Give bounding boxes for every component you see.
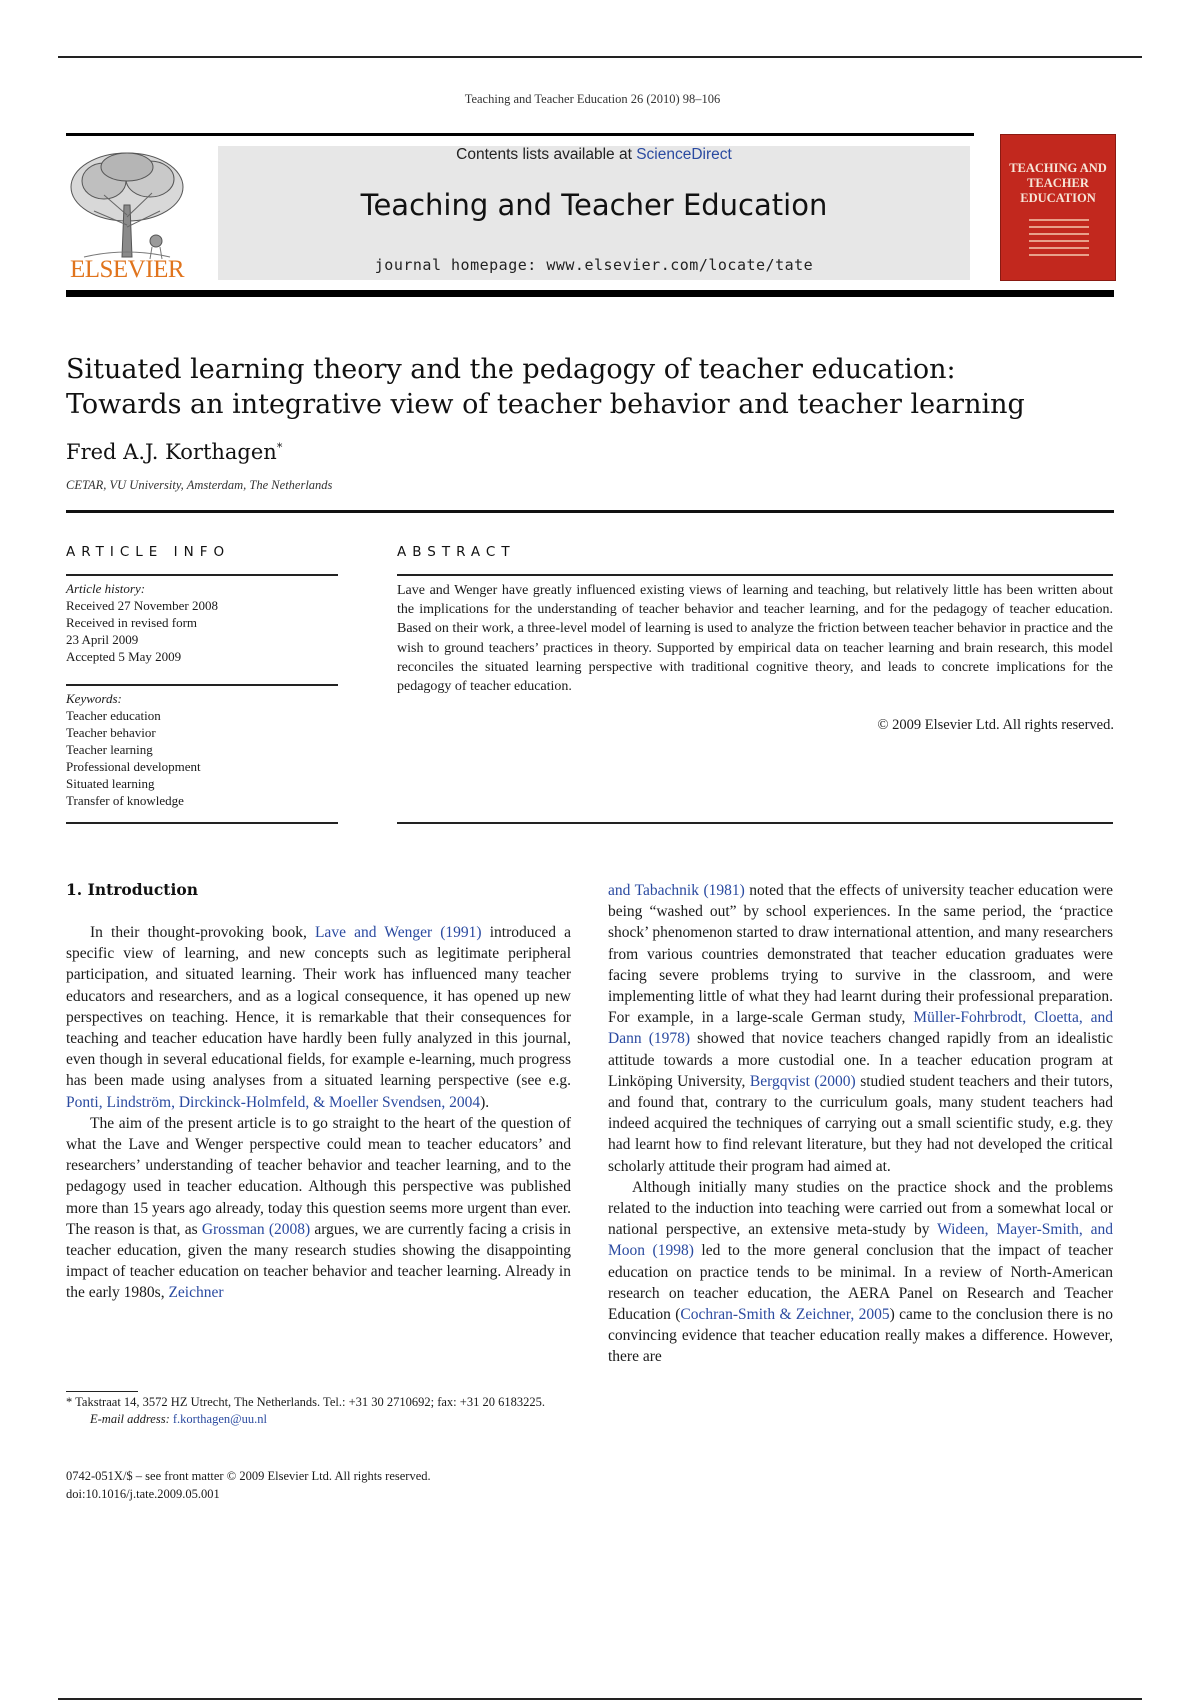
text-run: led to the more general conclusion that the impact of teacher education on practice tends to be minimal. In a review of North-American research on teacher education, the AERA Panel on Research and Teacher Education ( (608, 1242, 1114, 1324)
article-info-bottom-rule (66, 822, 338, 824)
abstract-rule (397, 574, 1113, 576)
text-run: Although initially many studies on the practice shock and the problems related to the induction into teaching were carried out from a somewhat local or national perspective, an extensive meta-study by (608, 1178, 1113, 1239)
top-rule (58, 56, 1142, 58)
keyword: Professional development (66, 759, 201, 774)
author-affiliation: CETAR, VU University, Amsterdam, The Netherlands (66, 478, 333, 492)
email-link[interactable]: f.korthagen@uu.nl (172, 1412, 268, 1426)
abstract-copyright: © 2009 Elsevier Ltd. All rights reserved. (877, 717, 1114, 733)
keyword: Teacher behavior (66, 725, 156, 740)
keywords-rule (66, 684, 338, 686)
text-run: ) came to the conclusion there is no convincing evidence that teacher education really makes a difference. However, there are (608, 1306, 1113, 1366)
history-label: Article history: (66, 581, 146, 596)
history-line: Received in revised form (66, 615, 198, 630)
article-history (66, 580, 218, 665)
author-name-text: Fred A.J. Korthagen (66, 440, 277, 464)
keyword: Teacher learning (66, 742, 153, 757)
paragraph (66, 1113, 571, 1304)
history-line: 23 April 2009 (66, 632, 139, 647)
article-info-heading: ARTICLE INFO (66, 544, 231, 560)
keyword: Situated learning (66, 776, 155, 791)
journal-title: Teaching and Teacher Education (360, 188, 828, 222)
cover-decoration (1029, 219, 1089, 261)
abstract-bottom-rule (397, 822, 1113, 824)
citation-link[interactable]: Lave and Wenger (1991) (314, 924, 482, 941)
citation-link[interactable]: Grossman (2008) (201, 1220, 311, 1238)
citation-link[interactable]: and Tabachnik (1981) (608, 882, 745, 899)
keywords-list (66, 690, 201, 809)
body-column-left (66, 922, 571, 1304)
citation-link[interactable]: Zeichner (168, 1284, 224, 1302)
text-run: noted that the effects of university teacher education were being “washed out” by school experiences. In the same period, the ‘practice shock’ phenomenon started to draw international attention, and many researchers from various countries demonstrated that teacher education graduates were facing severe problems trying to survive in the classroom, and were implementing little of what they had learnt during their professional preparation. For example, in a large-scale German study, (608, 882, 1113, 1027)
citation-link[interactable]: Wideen, Mayer-Smith, and Moon (1998) (608, 1221, 1113, 1260)
sciencedirect-link[interactable]: ScienceDirect (636, 146, 732, 163)
text-run: introduced a specific view of learning, and new concepts such as legitimate peripheral participation, and situated learning. Their work has influenced many teacher educators and researchers, and as a logical consequence, it has opened up new perspectives on teaching. Hence, it is remarkable that their consequences for teaching and teacher education have hardly been fully analyzed in this journal, even though in several educational fields, for example e-learning, much progress has been made using analyses from a situated learning perspective (see e.g. (66, 924, 572, 1090)
abstract-text: Lave and Wenger have greatly influenced existing views of learning and teaching, but relatively little has been written about the implications for the understanding of teacher behavior and teacher learning, and for the pedagogy of teacher education. Based on their work, a three-level model of learning is used to analyze the friction between teacher behavior in practice and the wish to ground teachers’ practices in theory. Supported by empirical data on teacher learning and brain research, this model reconciles the situated learning perspective with traditional cognitive theory, and leads to concrete implications for the pedagogy of teacher education. (397, 583, 1113, 695)
keyword: Transfer of knowledge (66, 793, 184, 808)
footnote-address-text: Takstraat 14, 3572 HZ Utrecht, The Netherlands. Tel.: +31 30 2710692; fax: +31 20 6183225. (75, 1395, 545, 1409)
contents-line (218, 146, 970, 164)
contents-prefix: Contents lists available at (456, 146, 637, 163)
footnote-rule (66, 1391, 138, 1392)
keywords-label: Keywords: (66, 691, 122, 706)
paragraph (66, 922, 571, 1113)
text-run: showed that novice teachers changed rapidly from an idealistic attitude towards a more custodial one. In a teacher education program at Linköping University, (608, 1030, 1113, 1090)
journal-banner (218, 146, 970, 280)
header-rule-bottom (66, 290, 1114, 297)
abstract-heading: ABSTRACT (397, 544, 516, 560)
citation-link[interactable]: Müller-Fohrbrodt, Cloetta, and Dann (1978) (608, 1009, 1113, 1048)
footnote-mark: * (66, 1395, 73, 1409)
text-run: argues, we are currently facing a crisis in teacher education, given the many research studies showing the disappointing impact of teacher education on teacher behavior and teacher learning. Already in the early 1980s, (66, 1220, 571, 1302)
article-title: Situated learning theory and the pedagogy of teacher education: Towards an integrative view of teacher behavior and teacher learning (66, 354, 1025, 420)
keyword: Teacher education (66, 708, 161, 723)
journal-cover-image (1000, 134, 1116, 281)
journal-citation: Teaching and Teacher Education 26 (2010) 98–106 (464, 92, 721, 106)
citation-link[interactable]: Bergqvist (2000) (749, 1072, 856, 1090)
title-rule (66, 510, 1114, 513)
journal-homepage-link[interactable]: journal homepage: www.elsevier.com/locate/tate (374, 256, 814, 274)
front-matter (66, 1467, 431, 1503)
footnote-address (66, 1394, 571, 1411)
text-run: studied student teachers and their tutors, and found that, contrary to the curriculum goals, many student teachers had indeed acquired the techniques of carrying out a small scientific study, e.g. they had learnt how to find relevant literature, but they had not developed the critical scholarly attitude their program had aimed at. (608, 1072, 1113, 1175)
paragraph (608, 1177, 1113, 1368)
text-run: In their thought-provoking book, (90, 924, 315, 941)
author-name (66, 440, 282, 464)
history-line: Received 27 November 2008 (66, 598, 218, 613)
issn-line: 0742-051X/$ – see front matter © 2009 Elsevier Ltd. All rights reserved. (66, 1469, 431, 1483)
citation-link[interactable]: Cochran-Smith & Zeichner, 2005 (680, 1306, 890, 1324)
author-footnote (66, 1394, 571, 1428)
publisher-wordmark: ELSEVIER (69, 256, 185, 283)
history-line: Accepted 5 May 2009 (66, 649, 182, 664)
footnote-email (66, 1411, 571, 1428)
citation-link[interactable]: Ponti, Lindström, Dirckinck-Holmfeld, & Moeller Svendsen, 2004 (66, 1093, 481, 1111)
body-column-right (608, 880, 1113, 1368)
article-info-rule (66, 574, 338, 576)
doi-link[interactable]: doi:10.1016/j.tate.2009.05.001 (66, 1487, 220, 1501)
section-heading-introduction: 1. Introduction (66, 880, 198, 899)
email-label: E-mail address: (90, 1412, 170, 1426)
cover-title: TEACHING AND TEACHER EDUCATION (1009, 161, 1107, 205)
author-footnote-mark[interactable]: * (276, 441, 283, 454)
text-run: ). (480, 1093, 490, 1111)
text-run: The aim of the present article is to go straight to the heart of the question of what the Lave and Wenger perspective could mean to teacher educators’ and researchers’ understanding of teacher behavior and teacher learning, and to the pedagogy used in teacher education. Although this perspective was published more than 15 years ago already, today this question seems more urgent than ever. The reason is that, as (66, 1114, 571, 1238)
paragraph (608, 880, 1113, 1177)
header-rule-top (66, 133, 974, 136)
